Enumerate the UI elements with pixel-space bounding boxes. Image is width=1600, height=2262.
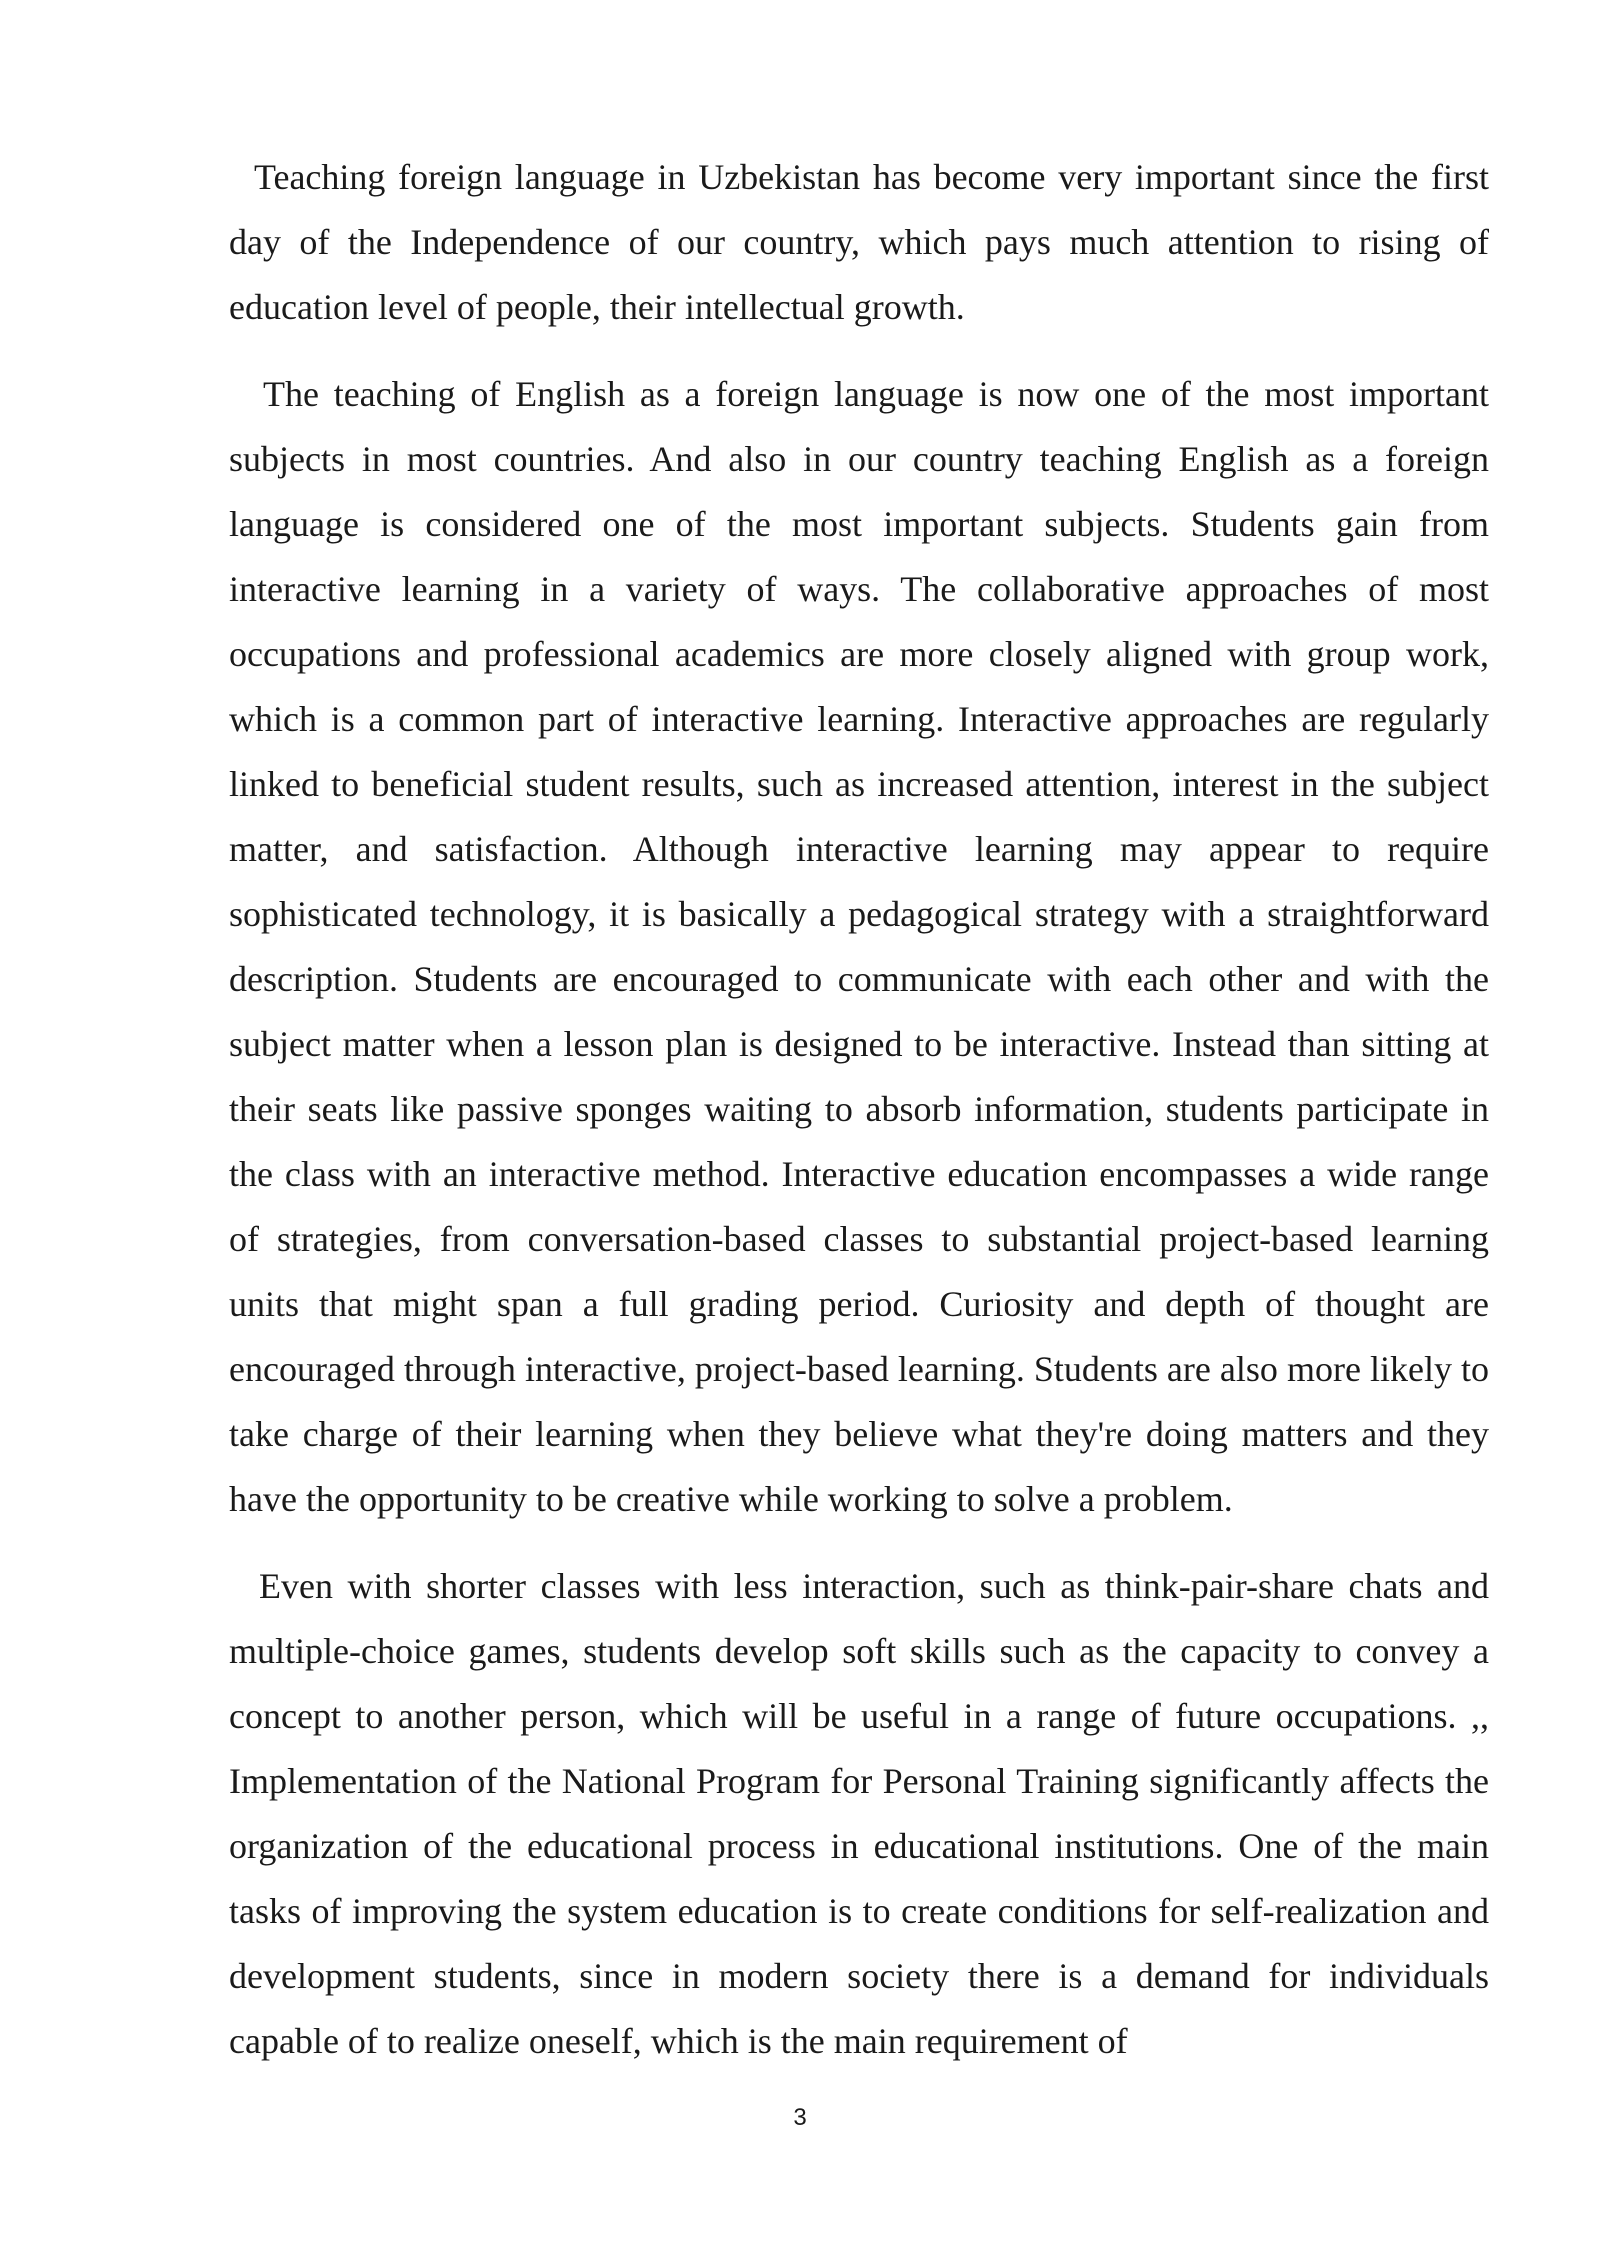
- paragraph-3: Even with shorter classes with less interaction, such as think-pair-share chats and multiple-choice games, students develop soft skills such as the capacity to convey a concept to another person, which will be useful in a range of future occupations. ,, Implementation of the National Program for Personal Training significantly affects the organization of the educational process in educational institutions. One of the main tasks of improving the system education is to create conditions for self-realization and development students, since in modern society there is a demand for individuals capable of to realize oneself, which is the main requirement of: [229, 1566, 1489, 2061]
- paragraph-1: Teaching foreign language in Uzbekistan has become very important since the first day of the Independence of our country, which pays much attention to rising of education level of people, their intellectual growth.: [229, 157, 1489, 327]
- body-text: [229, 145, 1489, 2074]
- page-number: 3: [793, 2104, 807, 2131]
- paragraph-2: The teaching of English as a foreign language is now one of the most important subjects in most countries. And also in our country teaching English as a foreign language is considered one of the most important subjects. Students gain from interactive learning in a variety of ways. The collaborative approaches of most occupations and professional academics are more closely aligned with group work, which is a common part of interactive learning. Interactive approaches are regularly linked to beneficial student results, such as increased attention, interest in the subject matter, and satisfaction. Although interactive learning may appear to require sophisticated technology, it is basically a pedagogical strategy with a straightforward description. Students are encouraged to communicate with each other and with the subject matter when a lesson plan is designed to be interactive. Instead than sitting at their seats like passive sponges waiting to absorb information, students participate in the class with an interactive method. Interactive education encompasses a wide range of strategies, from conversation-based classes to substantial project-based learning units that might span a full grading period. Curiosity and depth of thought are encouraged through interactive, project-based learning. Students are also more likely to take charge of their learning when they believe what they're doing matters and they have the opportunity to be creative while working to solve a problem.: [229, 374, 1489, 1519]
